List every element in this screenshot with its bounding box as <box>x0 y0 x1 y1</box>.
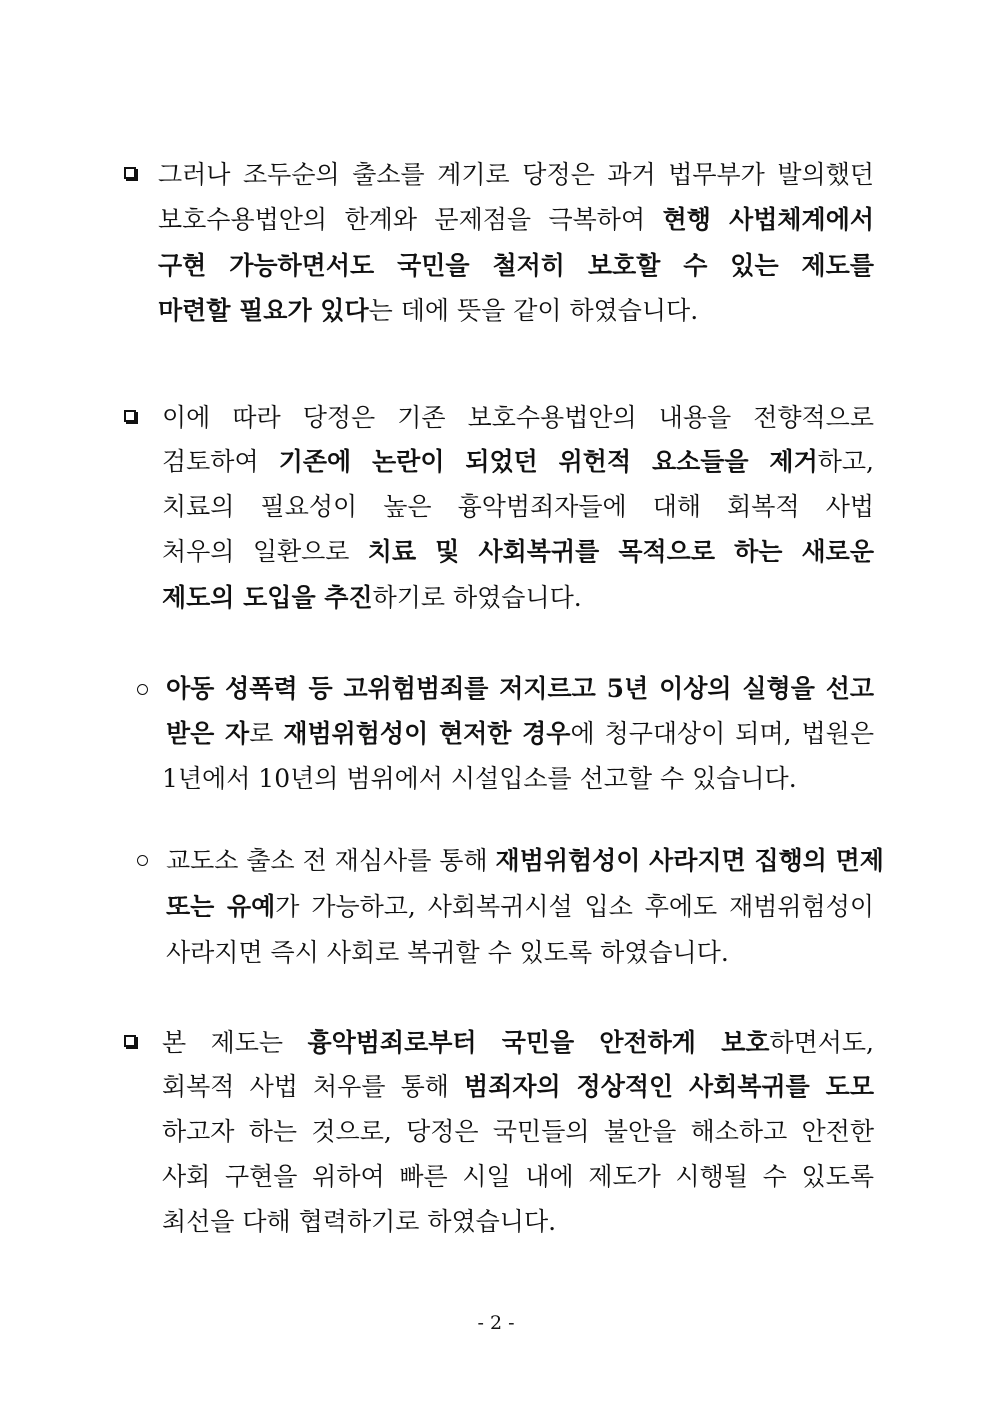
text-line <box>158 251 874 281</box>
text-run: 이에 따라 당정은 기존 보호수용법안의 내용을 전향적으로 <box>162 403 874 432</box>
bold-text-run: 재범위험성이 현저한 경우 <box>283 719 571 748</box>
bold-text-run: 또는 유예 <box>166 892 276 921</box>
text-line <box>162 1072 874 1102</box>
bold-text-run: 아동 성폭력 등 고위험범죄를 저지르고 5년 이상의 실형을 선고 <box>166 674 874 703</box>
bold-text-run: 기존에 논란이 되었던 위헌적 요소들을 제거 <box>278 447 818 476</box>
text-line <box>162 1117 874 1147</box>
page-number: - 2 - <box>477 1312 515 1334</box>
text-run: 사라지면 즉시 사회로 복귀할 수 있도록 하였습니다. <box>166 938 729 967</box>
text-line <box>162 1162 874 1192</box>
bold-text-run: 범죄자의 정상적인 사회복귀를 도모 <box>464 1072 874 1101</box>
bold-text-run: 흉악범죄로부터 국민을 안전하게 보호 <box>307 1028 770 1057</box>
text-run: 본 제도는 <box>162 1028 308 1057</box>
text-line <box>162 537 874 567</box>
text-run: 회복적 사법 처우를 통해 <box>162 1072 465 1101</box>
text-run: 1년에서 10년의 범위에서 시설입소를 선고할 수 있습니다. <box>162 764 797 793</box>
text-run: 에 청구대상이 되며, 법원은 <box>570 719 874 748</box>
text-run: 가 가능하고, 사회복귀시설 입소 후에도 재범위험성이 <box>275 892 875 921</box>
text-run: 사회 구현을 위하여 빠른 시일 내에 제도가 시행될 수 있도록 <box>162 1162 874 1191</box>
text-line <box>158 160 874 190</box>
text-run: 하면서도, <box>769 1028 874 1057</box>
text-line <box>162 1028 874 1058</box>
text-run: 치료의 필요성이 높은 흉악범죄자들에 대해 회복적 사법 <box>162 492 874 521</box>
text-line <box>162 447 874 477</box>
text-line <box>166 846 884 876</box>
text-run: 보호수용법안의 한계와 문제점을 극복하여 <box>158 205 663 234</box>
text-run: 로 <box>249 719 284 748</box>
text-run: 하기로 하였습니다. <box>372 583 582 612</box>
bold-text-run: 받은 자 <box>166 719 250 748</box>
text-line <box>162 1207 874 1237</box>
text-run: 검토하여 <box>162 447 279 476</box>
text-run: 교도소 출소 전 재심사를 통해 <box>166 846 496 875</box>
text-line <box>166 719 874 749</box>
bold-text-run: 제도의 도입을 추진 <box>162 583 373 612</box>
bold-text-run: 구현 가능하면서도 국민을 철저히 보호할 수 있는 제도를 <box>158 251 874 280</box>
circle-bullet-icon <box>137 855 148 866</box>
bold-text-run: 치료 및 사회복귀를 목적으로 하는 새로운 <box>367 537 874 566</box>
square-bullet-icon <box>124 410 136 422</box>
text-line <box>162 492 874 522</box>
text-line <box>158 205 874 235</box>
text-run: 최선을 다해 협력하기로 하였습니다. <box>162 1207 557 1236</box>
bold-text-run: 마련할 필요가 있다 <box>158 296 369 325</box>
text-run: 하고, <box>817 447 874 476</box>
text-line <box>162 403 874 433</box>
text-line <box>162 583 874 613</box>
text-line <box>158 296 874 326</box>
text-run: 는 데에 뜻을 같이 하였습니다. <box>368 296 699 325</box>
square-bullet-icon <box>124 1035 136 1047</box>
text-run: 하고자 하는 것으로, 당정은 국민들의 불안을 해소하고 안전한 <box>162 1117 874 1146</box>
text-line <box>162 764 874 794</box>
text-line <box>166 674 874 704</box>
text-line <box>166 938 874 968</box>
square-bullet-icon <box>124 167 136 179</box>
circle-bullet-icon <box>137 684 148 695</box>
bold-text-run: 재범위험성이 사라지면 집행의 면제 <box>495 846 884 875</box>
text-run: 그러나 조두순의 출소를 계기로 당정은 과거 법무부가 발의했던 <box>158 160 874 189</box>
text-line <box>166 892 874 922</box>
text-run: 처우의 일환으로 <box>162 537 368 566</box>
bold-text-run: 현행 사법체계에서 <box>662 205 875 234</box>
